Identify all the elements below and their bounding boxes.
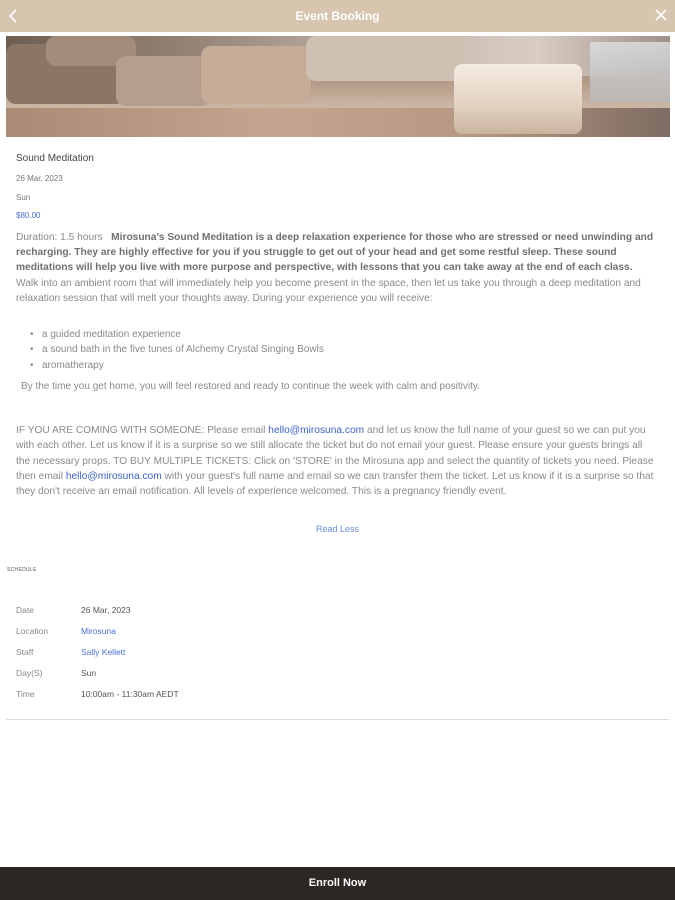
schedule-heading: SCHEDULE <box>7 567 37 573</box>
event-date: 26 Mar, 2023 <box>16 174 63 183</box>
list-item: • aromatherapy <box>42 358 324 373</box>
schedule-label: Location <box>16 626 49 636</box>
schedule-label: Time <box>16 689 35 699</box>
guest-info-text: IF YOU ARE COMING WITH SOMEONE: Please email <box>16 425 269 436</box>
description-bold: Mirosuna's Sound Meditation is a deep relaxation experience for those who are stressed or need unwinding and recharging. They are highly effective for you if you struggle to get out of your head and get some restful sleep. These sound meditations will help you live with more purpose and perspective, with lessons that you can take away at the end of each class. <box>16 232 654 274</box>
staff-link[interactable]: Sally Kellett <box>81 647 126 657</box>
schedule-value: 10:00am - 11:30am AEDT <box>81 689 179 699</box>
duration-text: Duration: 1.5 hours <box>16 232 103 243</box>
location-link[interactable]: Mirosuna <box>81 626 116 636</box>
guest-info-text: with your guest's full name and email so we can transfer them the ticket. Let us know if it is a surprise so that they don't receive an email notification. All levels of experience welcomed. This is a pregnancy friendly event. <box>16 470 654 498</box>
guest-info <box>16 423 656 499</box>
description-regular: Walk into an ambient room that will immediately help you become present in the space, then let us take you through a deep meditation and relaxation session that will melt your thoughts away. During your experience you will receive: <box>16 277 641 304</box>
schedule-row-days <box>16 668 616 682</box>
page-title: Event Booking <box>295 9 380 23</box>
read-less-link[interactable]: Read Less <box>315 524 360 534</box>
schedule-row-time <box>16 689 616 703</box>
schedule-value: Sun <box>81 668 97 678</box>
schedule-label: Day(S) <box>16 668 43 678</box>
list-item: • a guided meditation experience <box>42 327 324 342</box>
event-day: Sun <box>16 193 31 202</box>
email-link[interactable]: hello@mirosuna.com <box>65 470 162 482</box>
event-hero-image <box>6 36 670 137</box>
schedule-value: 26 Mar, 2023 <box>81 605 131 615</box>
event-description <box>16 230 656 306</box>
email-link[interactable]: hello@mirosuna.com <box>268 425 365 436</box>
schedule-label: Staff <box>16 647 34 657</box>
event-title: Sound Meditation <box>16 153 94 164</box>
divider <box>6 719 669 720</box>
guest-info-text: and let us know the full name of your guest so we can put you with each other. Let us know if it is a surprise so we still allocate the ticket but do not email your guest. Please ensure your guests brings all the necessary props. TO BUY MULTIPLE TICKETS: Click on 'STORE' in the Mirosuna app and select the quantity of tickets you need. Please then email <box>16 425 654 482</box>
enroll-now-button[interactable]: Enroll Now <box>0 867 675 900</box>
list-item: • a sound bath in the five tunes of Alchemy Crystal Singing Bowls <box>42 342 324 357</box>
top-nav-bar <box>0 0 675 32</box>
schedule-row-location <box>16 626 616 640</box>
schedule-row-date <box>16 605 616 619</box>
schedule-label: Date <box>16 605 34 615</box>
benefits-list <box>42 327 324 373</box>
event-price: $80.00 <box>16 211 41 220</box>
closing-text: By the time you get home, you will feel restored and ready to continue the week with calm and positivity. <box>21 381 480 392</box>
schedule-row-staff <box>16 647 616 661</box>
close-icon[interactable] <box>653 7 669 23</box>
